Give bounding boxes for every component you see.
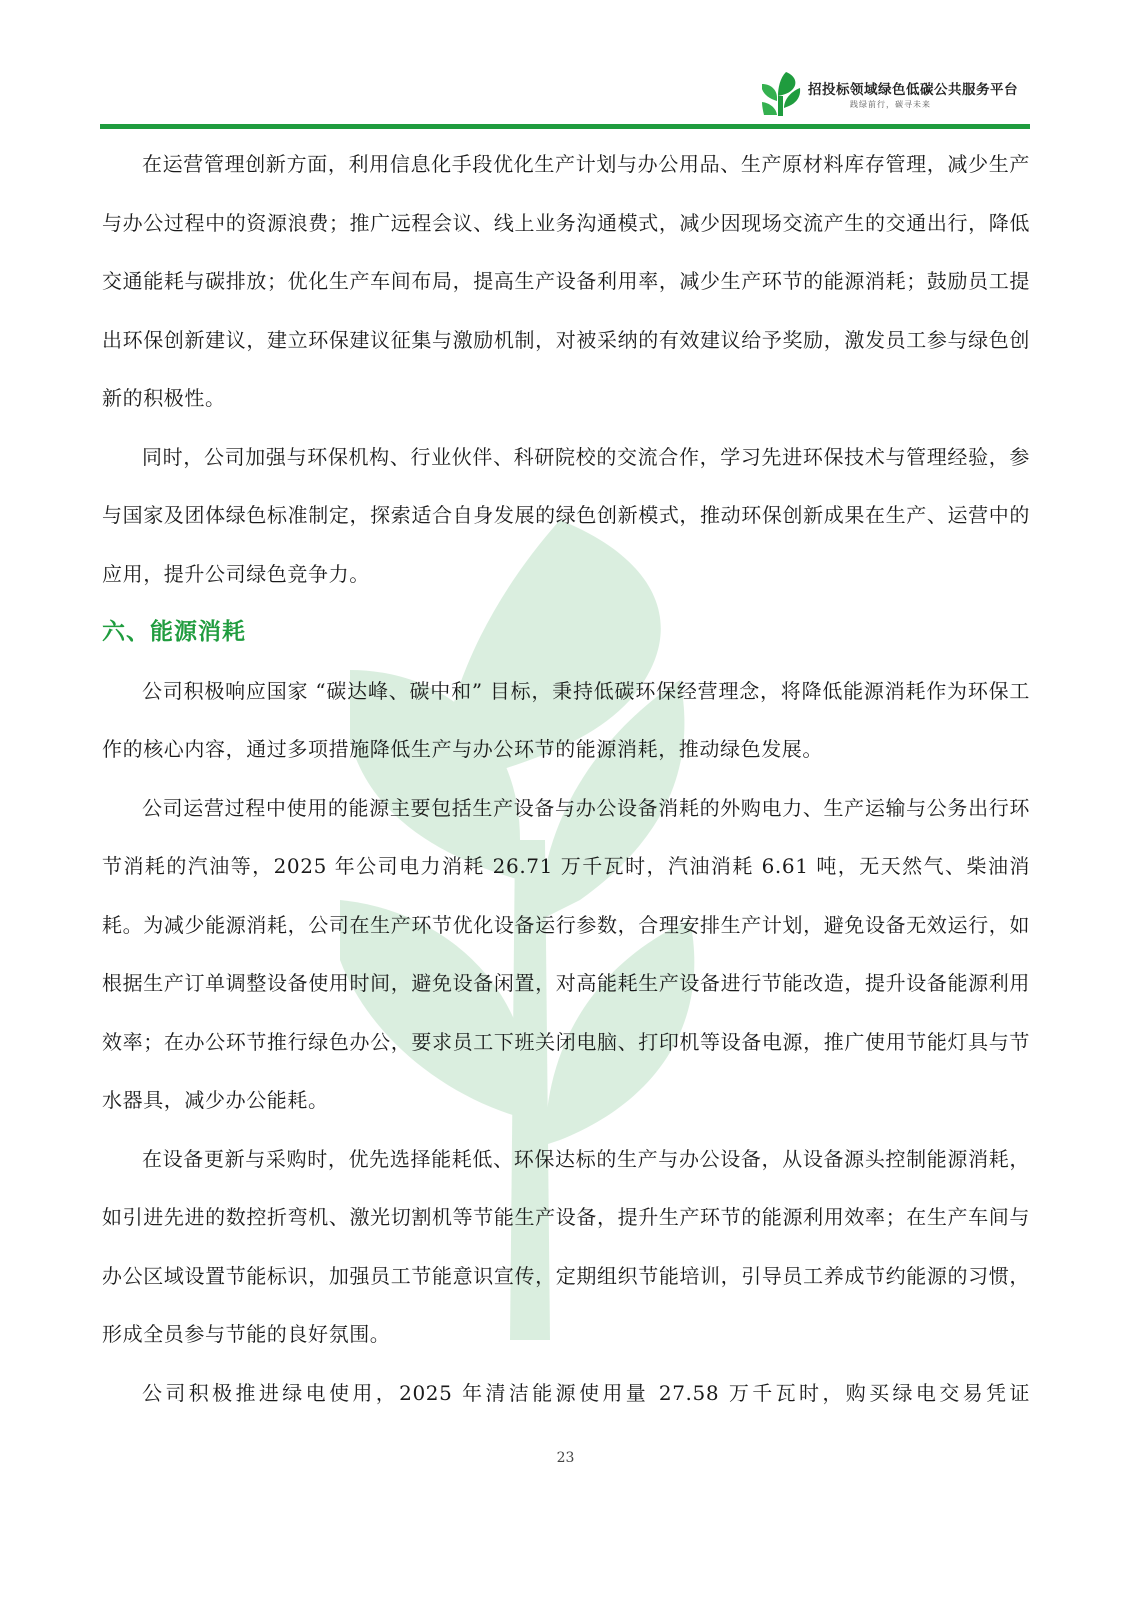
paragraph-operations-innovation: 在运营管理创新方面，利用信息化手段优化生产计划与办公用品、生产原材料库存管理，减少生产与办公过程中的资源浪费；推广远程会议、线上业务沟通模式，减少因现场交流产生的交通出行，降低交通能耗与碳排放；优化生产车间布局，提高生产设备利用率，减少生产环节的能源消耗；鼓励员工提出环保创新建议，建立环保建议征集与激励机制，对被采纳的有效建议给予奖励，激发员工参与绿色创新的积极性。 (102, 152, 1030, 410)
paragraph-green-power: 公司积极推进绿电使用，2025 年清洁能源使用量 27.58 万千瓦时，购买绿电交易凭证 (142, 1380, 1030, 1405)
paragraph-cooperation: 同时，公司加强与环保机构、行业伙伴、科研院校的交流合作，学习先进环保技术与管理经验，参与国家及团体绿色标准制定，探索适合自身发展的绿色创新模式，推动环保创新成果在生产、运营中的应用，提升公司绿色竞争力。 (102, 444, 1030, 586)
page-content (102, 135, 1030, 1422)
paragraph-energy-usage: 公司运营过程中使用的能源主要包括生产设备与办公设备消耗的外购电力、生产运输与公务出行环节消耗的汽油等，2025 年公司电力消耗 26.71 万千瓦时，汽油消耗 6.61 吨，无天然气、柴油消耗。为减少能源消耗，公司在生产环节优化设备运行参数，合理安排生产计划，避免设备无效运行，如根据生产订单调整设备使用时间，避免设备闲置，对高能耗生产设备进行节能改造，提升设备能源利用效率；在办公环节推行绿色办公，要求员工下班关闭电脑、打印机等设备电源，推广使用节能灯具与节水器具，减少办公能耗。 (102, 795, 1030, 1112)
paragraph-energy-goal: 公司积极响应国家 “碳达峰、碳中和” 目标，秉持低碳环保经营理念，将降低能源消耗作为环保工作的核心内容，通过多项措施降低生产与办公环节的能源消耗，推动绿色发展。 (102, 678, 1030, 761)
paragraph-equipment-procurement: 在设备更新与采购时，优先选择能耗低、环保达标的生产与办公设备，从设备源头控制能源消耗，如引进先进的数控折弯机、激光切割机等节能生产设备，提升生产环节的能源利用效率；在生产车间与办公区域设置节能标识，加强员工节能意识宣传，定期组织节能培训，引导员工养成节约能源的习惯，形成全员参与节能的良好氛围。 (102, 1146, 1030, 1346)
header-divider (100, 124, 1030, 129)
brand-slogan: 践绿前行，碳寻未来 (850, 100, 931, 109)
section-heading-energy: 六、能源消耗 (102, 619, 246, 645)
page-number: 23 (556, 1450, 575, 1466)
header-brand (760, 70, 1030, 118)
green-leaf-logo-icon (760, 70, 802, 116)
brand-title: 招投标领域绿色低碳公共服务平台 (808, 82, 1018, 98)
